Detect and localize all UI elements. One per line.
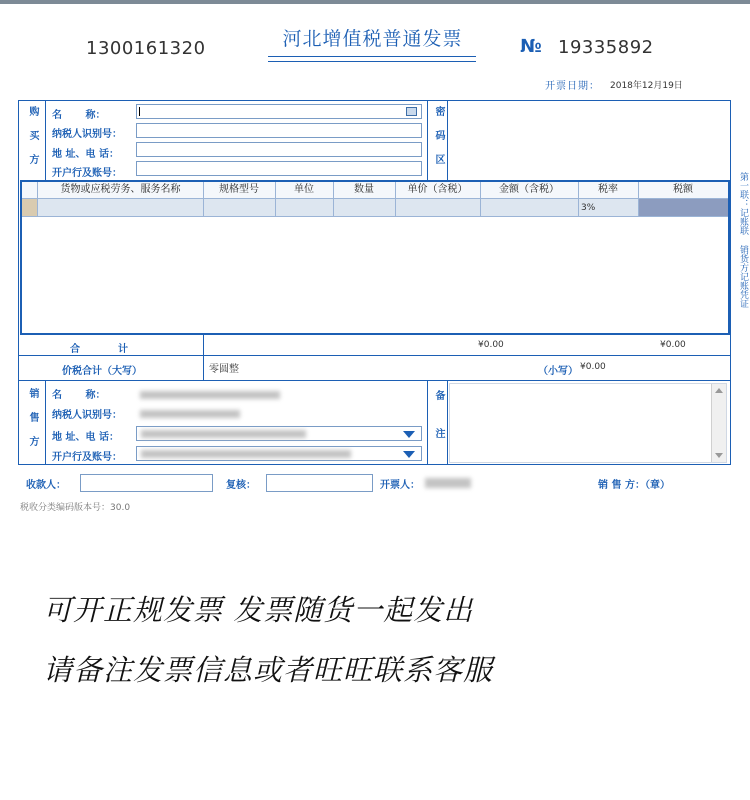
col-sep	[333, 182, 334, 216]
total-tax: ¥0.00	[660, 340, 686, 350]
chevron-down-icon[interactable]	[403, 451, 415, 458]
buyer-section-label: 购买方	[27, 106, 38, 178]
seller-bank-redacted	[141, 450, 351, 458]
seller-name-label: 名 称：	[52, 390, 106, 401]
buyer-bank-input[interactable]	[136, 161, 422, 176]
small-amount: ¥0.00	[580, 362, 606, 372]
grand-total-words: 零圆整	[209, 364, 239, 375]
col-sep	[395, 182, 396, 216]
title-underline-2	[268, 61, 476, 62]
password-area-label: 密码区	[433, 106, 444, 178]
col-sep	[203, 182, 204, 216]
invoice-title: 河北增值税普通发票	[282, 28, 463, 50]
issuer-redacted	[425, 478, 471, 488]
tax-cell[interactable]	[638, 199, 728, 216]
col-qty: 数量	[354, 184, 374, 195]
invoice-date: 2018年12月19日	[610, 81, 683, 91]
col-sep	[578, 182, 579, 216]
buyer-name-label: 名 称：	[52, 110, 106, 121]
payee-input[interactable]	[80, 474, 213, 492]
invoice-code: 1300161320	[86, 38, 206, 59]
seller-taxid-label: 纳税人识别号：	[52, 410, 122, 421]
remark-textarea[interactable]	[449, 383, 727, 463]
total-amount: ¥0.00	[478, 340, 504, 350]
remark-divider-left	[427, 380, 428, 465]
buyer-bank-label: 开户行及账号：	[52, 168, 122, 179]
col-rate: 税率	[598, 184, 618, 195]
seller-address-redacted	[141, 430, 306, 438]
item-row-marker	[22, 199, 37, 216]
scroll-up-icon[interactable]	[715, 388, 723, 393]
seller-name-redacted	[140, 391, 280, 399]
scroll-down-icon[interactable]	[715, 453, 723, 458]
tax-rate-value: 3%	[581, 203, 596, 213]
seller-section-label: 销售方	[27, 388, 38, 460]
col-goods: 货物或应税劳务、服务名称	[60, 184, 181, 195]
col-unit: 单位	[294, 184, 314, 195]
grand-total-label: 价税合计（大写）	[62, 366, 142, 377]
col-amount: 金额（含税）	[499, 184, 559, 195]
copy-label-side: 第一联：记账联 销货方记账凭证	[738, 172, 748, 308]
buyer-taxid-label: 纳税人识别号：	[52, 129, 122, 140]
col-spec: 规格型号	[219, 184, 259, 195]
buyer-address-label: 地 址、电 话：	[52, 149, 119, 160]
number-mark: №	[520, 36, 542, 57]
remark-divider-right	[447, 380, 448, 465]
col-sep	[37, 182, 38, 216]
password-divider-left	[427, 100, 428, 180]
col-price: 单价（含税）	[407, 184, 468, 195]
col-sep	[638, 182, 639, 216]
invoice-number: 19335892	[558, 37, 654, 58]
total-divider	[203, 335, 204, 380]
seller-bank-select[interactable]	[136, 446, 422, 461]
payee-label: 收款人：	[26, 480, 66, 491]
title-underline-1	[268, 56, 476, 57]
lookup-icon[interactable]	[406, 107, 417, 116]
col-sep	[480, 182, 481, 216]
total-label: 合 计	[70, 344, 130, 355]
buyer-divider	[45, 100, 46, 180]
col-sep	[275, 182, 276, 216]
remark-label: 备注	[433, 390, 444, 466]
reviewer-label: 复核：	[226, 480, 256, 491]
reviewer-input[interactable]	[266, 474, 373, 492]
issuer-label: 开票人：	[380, 480, 420, 491]
grand-row-bottom	[18, 380, 731, 381]
col-tax: 税额	[673, 184, 693, 195]
small-amount-label: （小写）	[538, 366, 578, 377]
total-row-bottom	[18, 355, 731, 356]
seller-address-label: 地 址、电 话：	[52, 432, 119, 443]
remark-scrollbar[interactable]	[711, 384, 726, 462]
top-border	[0, 0, 750, 4]
note-line-2: 请备注发票信息或者旺旺联系客服	[43, 653, 494, 687]
buyer-name-input[interactable]	[136, 104, 422, 119]
note-line-1: 可开正规发票 发票随货一起发出	[43, 593, 474, 627]
item-row[interactable]	[22, 199, 728, 217]
buyer-taxid-input[interactable]	[136, 123, 422, 138]
seller-address-select[interactable]	[136, 426, 422, 441]
buyer-address-input[interactable]	[136, 142, 422, 157]
version-text: 税收分类编码版本号：30.0	[20, 503, 131, 513]
date-label: 开票日期：	[545, 81, 600, 92]
text-cursor	[139, 107, 140, 116]
password-divider-right	[447, 100, 448, 180]
seller-bank-label: 开户行及账号：	[52, 452, 122, 463]
seller-seal-label: 销 售 方：（章）	[598, 480, 670, 491]
seller-divider	[45, 380, 46, 465]
chevron-down-icon[interactable]	[403, 431, 415, 438]
seller-taxid-redacted	[140, 410, 240, 418]
